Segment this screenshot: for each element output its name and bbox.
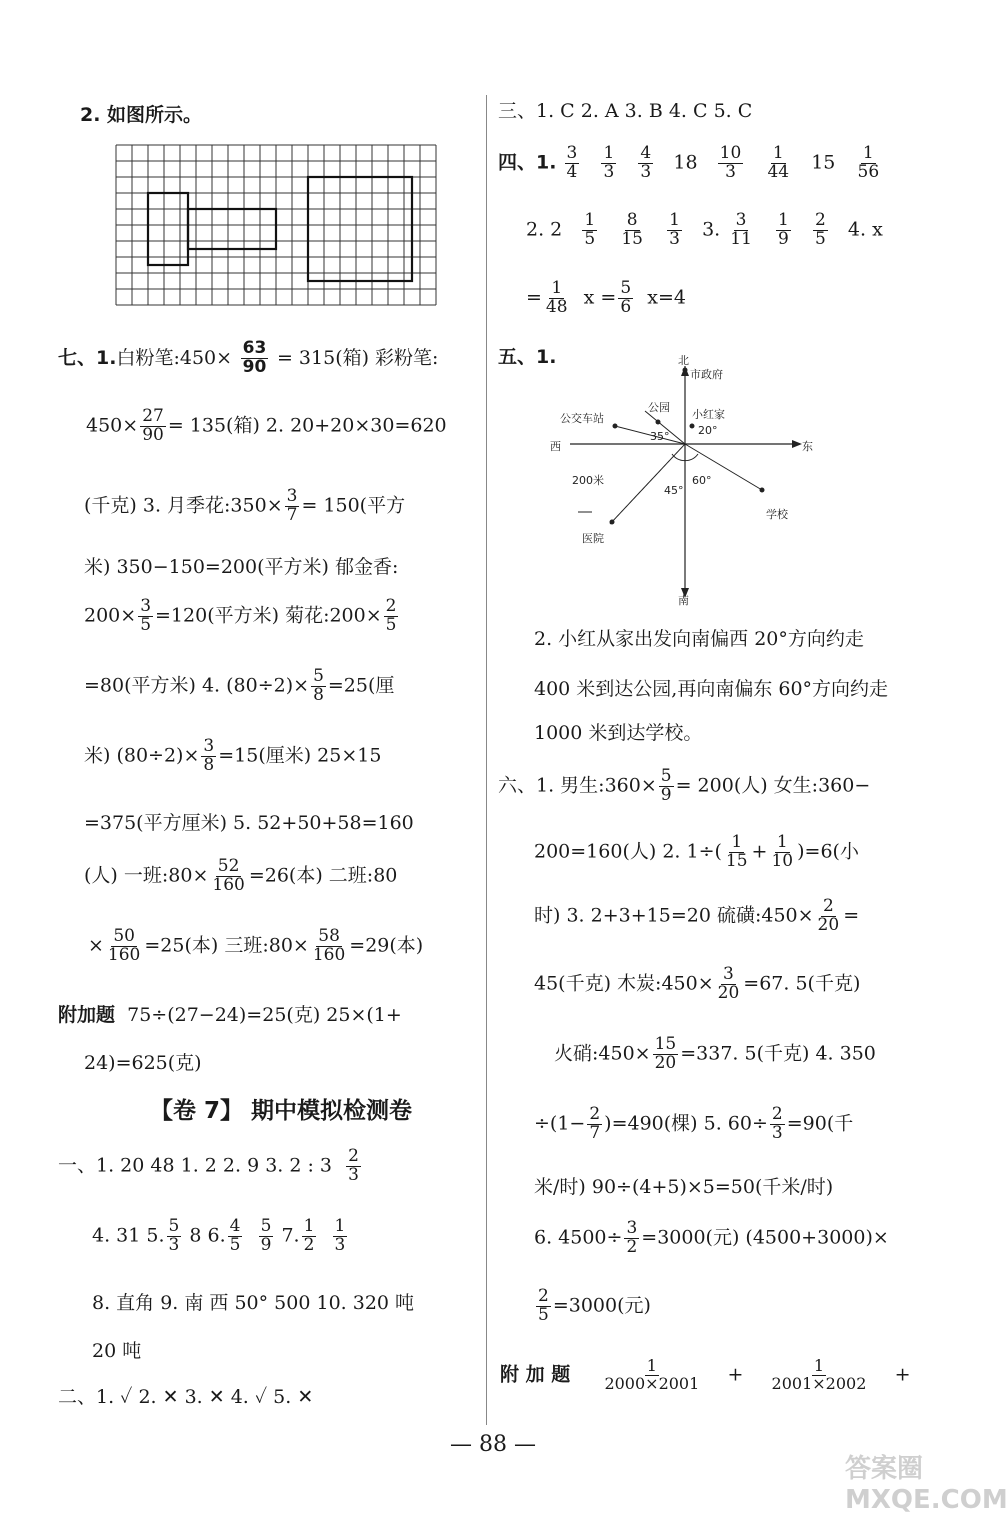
grid-figure (116, 145, 436, 305)
q7-line3: (千克) 3. 月季花:350× $\frac{3}{7}$ = 150(平方 (84, 486, 406, 525)
s4-line1: 四、1. $\frac{3}{4}$ $\frac{1}{3}$ $\frac{4}{3}$ 18 $\frac{10}{3}$ $\frac{1}{44}$ 15 $\frac{1}{56}$ (498, 143, 880, 182)
extra-right-line: 附 加 题 $\frac{1}{2000\times 2001}$ + $\frac{1}{2001\times 2002}$ + (500, 1356, 911, 1393)
angle-20: 20° (698, 424, 718, 437)
s6-line2: 200=160(人) 2. 1÷( $\frac{1}{15}$ + $\frac{1}{10}$ )=6(小 (534, 832, 859, 871)
frac-63-90: $\frac{63}{90}$ (242, 338, 267, 377)
page-number: — 88 — (450, 1432, 536, 1457)
s6-line5: 火硝:450× $\frac{15}{20}$ =337. 5(千克) 4. 350 (554, 1034, 876, 1073)
hospital-label: 医院 (582, 532, 604, 545)
east-label: 东 (802, 440, 813, 453)
s2-line: 二、1. ✓ 2. ✕ 3. ✕ 4. ✓ 5. ✕ (58, 1386, 314, 1408)
bus-stop-label: 公交车站 (560, 412, 604, 425)
s4-line2: 2. 2 $\frac{1}{5}$ $\frac{8}{15}$ $\frac{1}{3}$ 3. $\frac{3}{11}$ $\frac{1}{9}$ $\frac{2}{5}$ 4. x (526, 210, 883, 249)
q7-line7: 米) (80÷2)× $\frac{3}{8}$ =15(厘米) 25×15 (84, 736, 382, 775)
s3-line: 三、1. C 2. A 3. B 4. C 5. C (498, 100, 753, 122)
scale-label: 200米 (572, 474, 604, 487)
exam-title: 【卷 7】 期中模拟检测卷 (150, 1098, 413, 1124)
s5-2-line2: 400 米到达公园,再向南偏东 60°方向约走 (534, 678, 889, 700)
s6-line6: ÷(1− $\frac{2}{7}$ )=490(棵) 5. 60÷ $\frac{2}{3}$ =90(千 (534, 1104, 854, 1143)
q7-line6: =80(平方米) 4. (80÷2)× $\frac{5}{8}$ =25(厘 (84, 666, 395, 705)
s6-line4: 45(千克) 木炭:450× $\frac{3}{20}$ =67. 5(千克) (534, 964, 861, 1003)
s6-line9: $\frac{2}{5}$ =3000(元) (538, 1286, 651, 1325)
park-label: 公园 (648, 401, 670, 414)
q7-line5: 200× $\frac{3}{5}$ =120(平方米) 菊花:200× $\frac{2}{5}$ (84, 596, 397, 635)
s6-line3: 时) 3. 2+3+15=20 硫磺:450× $\frac{2}{20}$ = (534, 896, 860, 935)
south-label: 南 (678, 594, 689, 607)
q2-heading: 2. 如图所示。 (80, 104, 203, 126)
extra-left-line1: 附加题 75÷(27−24)=25(克) 25×(1+ (58, 1004, 402, 1026)
watermark-logo: 答案圈 MXQE.COM (845, 1454, 1008, 1515)
column-divider (486, 95, 487, 1425)
angle-35: 35° (650, 430, 670, 443)
west-label: 西 (550, 440, 561, 453)
s6-line7: 米/时) 90÷(4+5)×5=50(千米/时) (534, 1176, 834, 1198)
angle-60: 60° (692, 474, 712, 487)
home-label: 小红家 (692, 408, 725, 421)
s6-line8: 6. 4500÷ $\frac{3}{2}$ =3000(元) (4500+3000)× (534, 1218, 889, 1257)
q7-line8: =375(平方厘米) 5. 52+50+58=160 (84, 812, 414, 834)
q7-line10: × $\frac{50}{160}$ =25(本) 三班:80× $\frac{58}{160}$ =29(本) (88, 926, 424, 965)
s1-line3: 8. 直角 9. 南 西 50° 500 10. 320 吨 (92, 1292, 415, 1314)
north-label: 北 (678, 354, 689, 367)
q7-line4: 米) 350−150=200(平方米) 郁金香: (84, 556, 399, 578)
s1-line2: 4. 31 5. $\frac{5}{3}$ 8 6. $\frac{4}{5}$ $\frac{5}{9}$ 7. $\frac{1}{2}$ $\frac{1}{3}$ (92, 1216, 346, 1255)
s6-line1: 六、1. 男生:360× $\frac{5}{9}$ = 200(人) 女生:360− (498, 766, 871, 805)
s1-line1: 一、1. 20 48 1. 2 2. 9 3. 2 : 3 $\frac{2}{3}$ (58, 1146, 359, 1185)
s5-2-line3: 1000 米到达学校。 (534, 722, 703, 744)
school-label: 学校 (766, 508, 788, 521)
s4-line3: = $\frac{1}{48}$ x = $\frac{5}{6}$ x=4 (526, 278, 686, 317)
q7-line1: 七、1.白粉笔:450× $\frac{63}{90}$ = 315(箱) 彩粉笔: (58, 338, 439, 377)
compass-map (540, 354, 840, 607)
extra-left-line2: 24)=625(克) (84, 1052, 202, 1074)
city-hall-label: 市政府 (690, 368, 723, 381)
s5-label: 五、1. (498, 346, 557, 368)
s1-line4: 20 吨 (92, 1340, 142, 1362)
q7-line9: (人) 一班:80× $\frac{52}{160}$ =26(本) 二班:80 (84, 856, 398, 895)
s5-2-line1: 2. 小红从家出发向南偏西 20°方向约走 (534, 628, 864, 650)
angle-45: 45° (664, 484, 684, 497)
q7-line2: 450× $\frac{27}{90}$ = 135(箱) 2. 20+20×30=620 (86, 406, 447, 445)
